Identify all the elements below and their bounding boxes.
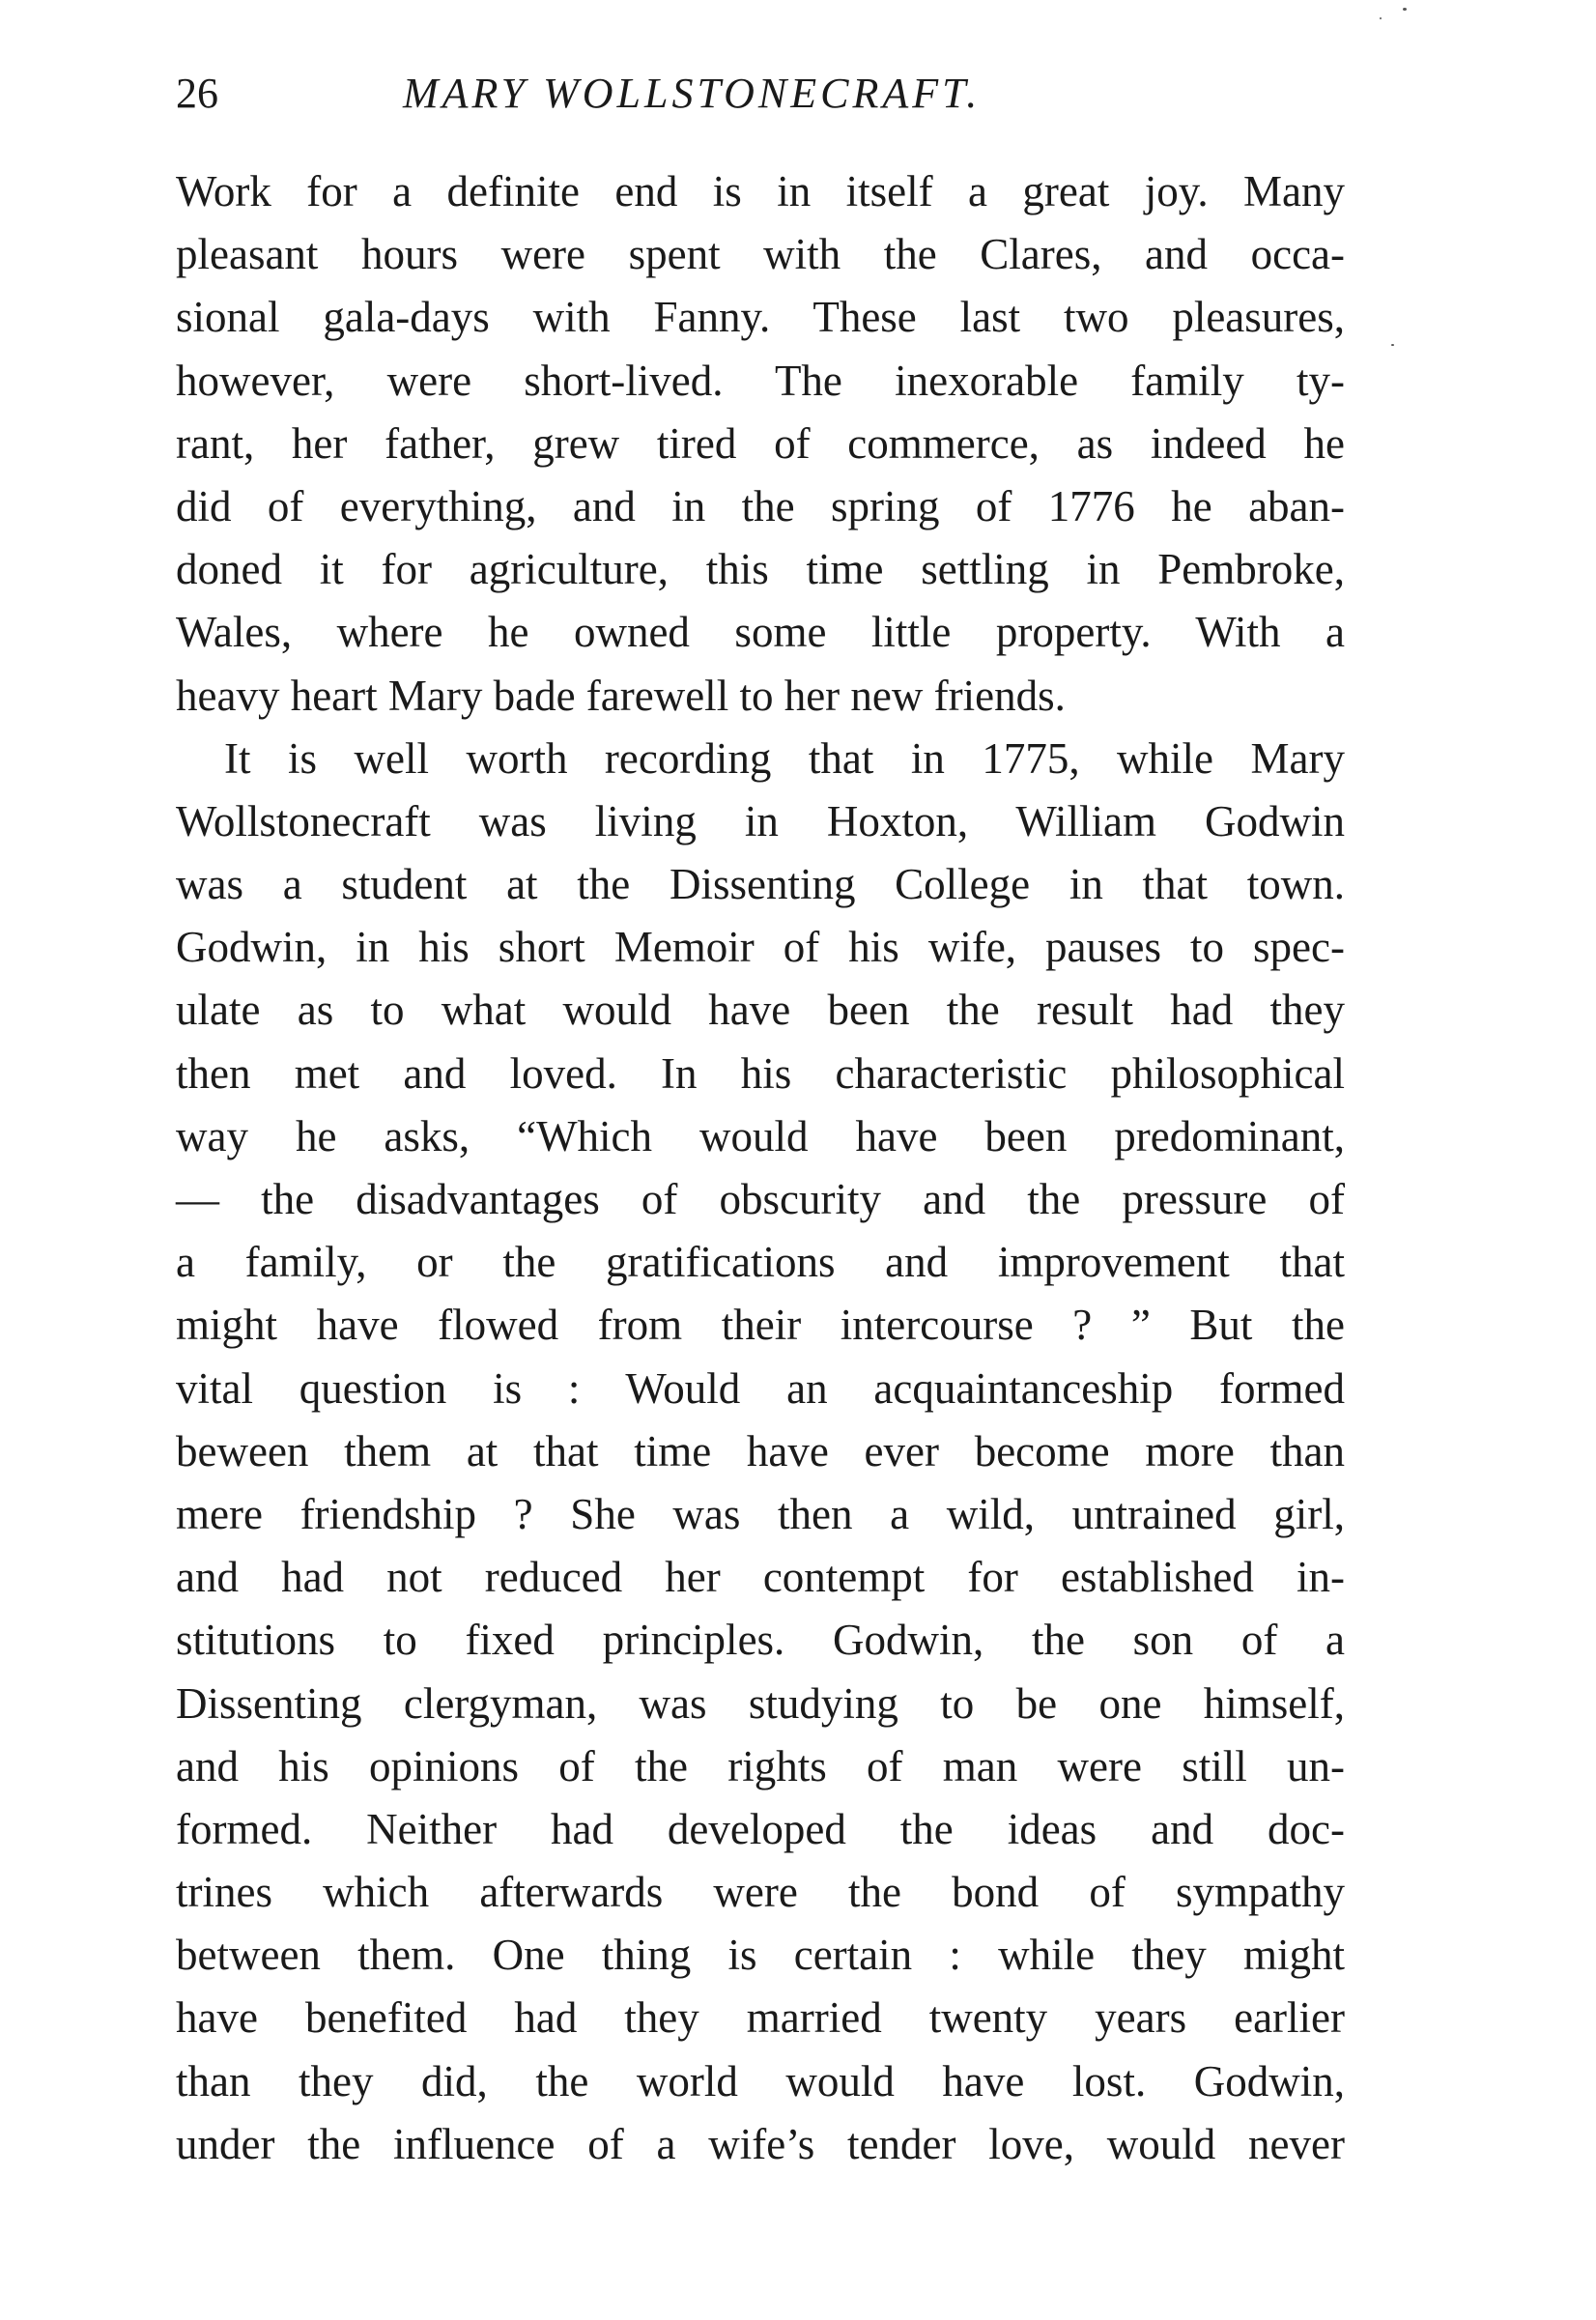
text-line: a family, or the gratifications and improvement that <box>176 1238 1345 1287</box>
text-line: might have flowed from their intercourse ? ” But the <box>176 1301 1345 1350</box>
text-line: Godwin, in his short Memoir of his wife, pauses to spec- <box>176 923 1345 972</box>
text-line: under the influence of a wife’s tender love, would never <box>176 2119 1345 2168</box>
text-line: mere friendship ? She was then a wild, untrained girl, <box>176 1489 1345 1538</box>
text-line: Wollstonecraft was living in Hoxton, William Godwin <box>176 796 1345 845</box>
running-title: MARY WOLLSTONECRAFT. <box>403 70 982 117</box>
text-line: ulate as to what would have been the result had they <box>176 986 1345 1035</box>
text-line: — the disadvantages of obscurity and the pressure of <box>176 1175 1345 1223</box>
text-line: was a student at the Dissenting College in that town. <box>176 860 1345 909</box>
text-line: vital question is : Would an acquaintanceship formed <box>176 1363 1345 1413</box>
text-line: then met and loved. In his characteristic philosophical <box>176 1048 1345 1098</box>
text-line: formed. Neither had developed the ideas and doc- <box>176 1804 1345 1853</box>
scan-speck <box>1403 8 1407 11</box>
text-line: rant, her father, grew tired of commerce, as indeed he <box>176 418 1345 468</box>
text-line: Wales, where he owned some little property. With a <box>176 608 1345 657</box>
scan-speck <box>1380 17 1382 19</box>
text-line: have benefited had they married twenty years earlier <box>176 1993 1345 2043</box>
text-line: doned it for agriculture, this time settling in Pembroke, <box>176 545 1345 594</box>
text-line: Dissenting clergyman, was studying to be one himself, <box>176 1678 1345 1728</box>
text-line: way he asks, “Which would have been predominant, <box>176 1111 1345 1160</box>
text-line: pleasant hours were spent with the Clares, and occa- <box>176 230 1345 279</box>
page-header <box>176 60 1345 128</box>
scan-speck <box>1391 344 1394 346</box>
text-line: heavy heart Mary bade farewell to her new friends. <box>176 671 1066 720</box>
text-line: beween them at that time have ever become more than <box>176 1426 1345 1475</box>
text-line: however, were short-lived. The inexorable family ty- <box>176 356 1345 405</box>
text-line: and had not reduced her contempt for established in- <box>176 1553 1345 1602</box>
text-line: between them. One thing is certain : while they might <box>176 1931 1345 1980</box>
text-line: did of everything, and in the spring of 1776 he aban- <box>176 481 1345 530</box>
text-line: sional gala-days with Fanny. These last two pleasures, <box>176 293 1345 342</box>
text-line: trines which afterwards were the bond of sympathy <box>176 1868 1345 1917</box>
text-line: stitutions to fixed principles. Godwin, the son of a <box>176 1616 1345 1665</box>
text-line: It is well worth recording that in 1775, while Mary <box>224 733 1345 783</box>
body-text <box>176 160 1345 2176</box>
text-line: and his opinions of the rights of man were still un- <box>176 1741 1345 1790</box>
text-line: than they did, the world would have lost. Godwin, <box>176 2056 1345 2105</box>
text-line: Work for a definite end is in itself a great joy. Many <box>176 167 1345 215</box>
page-number: 26 <box>176 70 218 117</box>
